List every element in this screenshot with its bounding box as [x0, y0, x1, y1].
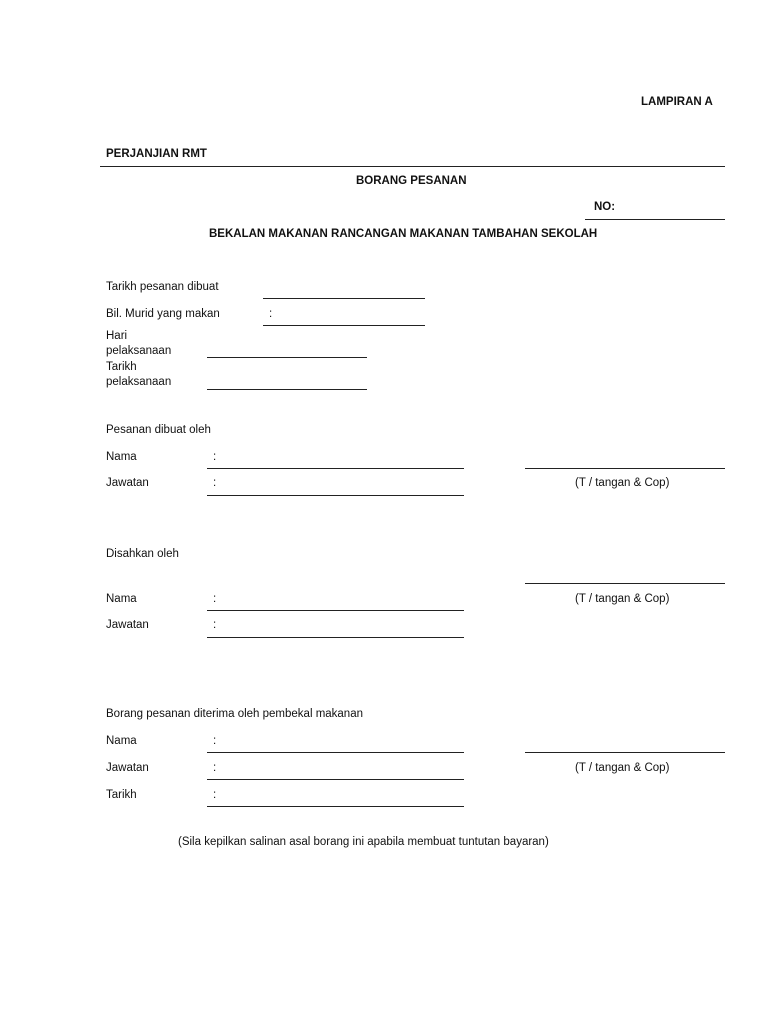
- ordered-jawatan-line[interactable]: [207, 495, 464, 496]
- approved-signature-line[interactable]: [525, 583, 725, 584]
- ordered-by-title: Pesanan dibuat oleh: [106, 424, 211, 436]
- approved-jawatan-line[interactable]: [207, 637, 464, 638]
- tarikh-pesanan-line[interactable]: [263, 298, 425, 299]
- ordered-jawatan-label: Jawatan: [106, 477, 149, 489]
- agreement-title: PERJANJIAN RMT: [106, 148, 207, 160]
- received-nama-colon: :: [213, 735, 217, 747]
- approved-nama-colon: :: [213, 593, 217, 605]
- form-subtitle: BEKALAN MAKANAN RANCANGAN MAKANAN TAMBAHAN SEKOLAH: [209, 228, 598, 240]
- received-tarikh-line[interactable]: [207, 806, 464, 807]
- received-tarikh-colon: :: [213, 789, 217, 801]
- ordered-signature-label: (T / tangan & Cop): [575, 477, 670, 489]
- received-jawatan-colon: :: [213, 762, 217, 774]
- approved-signature-label: (T / tangan & Cop): [575, 593, 670, 605]
- ordered-nama-colon: :: [213, 451, 217, 463]
- received-jawatan-label: Jawatan: [106, 762, 149, 774]
- form-title: BORANG PESANAN: [356, 175, 467, 187]
- approved-by-title: Disahkan oleh: [106, 548, 179, 560]
- ordered-jawatan-colon: :: [213, 477, 217, 489]
- approved-jawatan-label: Jawatan: [106, 619, 149, 631]
- tarikh-label-line2: pelaksanaan: [106, 376, 172, 388]
- footer-note: (Sila kepilkan salinan asal borang ini apabila membuat tuntutan bayaran): [178, 836, 549, 848]
- form-number-line[interactable]: [585, 219, 725, 220]
- lampiran-label: LAMPIRAN A: [641, 96, 713, 108]
- received-nama-line[interactable]: [207, 752, 464, 753]
- hari-label-line1: Hari: [106, 330, 128, 342]
- received-jawatan-line[interactable]: [207, 779, 464, 780]
- ordered-signature-line[interactable]: [525, 468, 725, 469]
- tarikh-pelaksanaan-line[interactable]: [207, 389, 367, 390]
- hari-pelaksanaan-line[interactable]: [207, 357, 367, 358]
- bil-murid-label: Bil. Murid yang makan: [106, 308, 220, 320]
- approved-jawatan-colon: :: [213, 619, 217, 631]
- bil-murid-line[interactable]: [263, 325, 425, 326]
- bil-murid-colon: :: [269, 308, 273, 320]
- tarikh-pesanan-label: Tarikh pesanan dibuat: [106, 281, 219, 293]
- received-nama-label: Nama: [106, 735, 137, 747]
- hari-label-line2: pelaksanaan: [106, 345, 172, 357]
- form-number-label: NO:: [594, 201, 616, 213]
- header-divider: [100, 166, 725, 167]
- approved-nama-label: Nama: [106, 593, 137, 605]
- received-tarikh-label: Tarikh: [106, 789, 137, 801]
- received-signature-label: (T / tangan & Cop): [575, 762, 670, 774]
- ordered-nama-line[interactable]: [207, 468, 464, 469]
- ordered-nama-label: Nama: [106, 451, 137, 463]
- received-signature-line[interactable]: [525, 752, 725, 753]
- received-by-title: Borang pesanan diterima oleh pembekal makanan: [106, 708, 363, 720]
- approved-nama-line[interactable]: [207, 610, 464, 611]
- tarikh-label-line1: Tarikh: [106, 361, 137, 373]
